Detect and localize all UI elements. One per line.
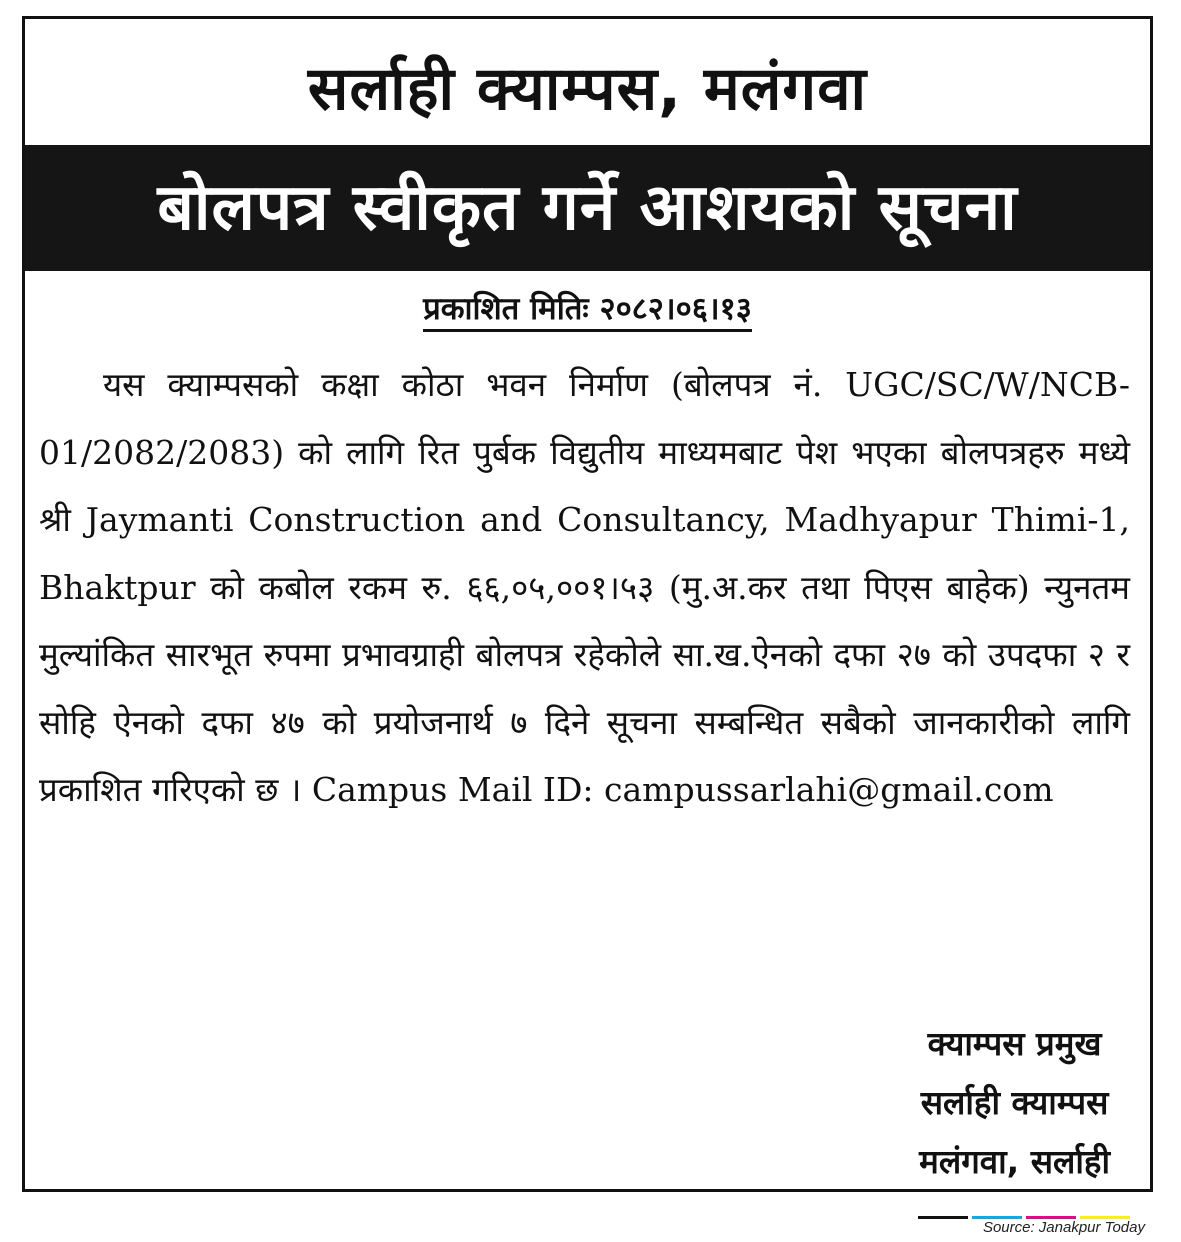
notice-body: यस क्याम्पसको कक्षा कोठा भवन निर्माण (बोलपत्र नं. UGC/SC/W/NCB-01/2082/2083) को लागि रित पुर्बक विद्युतीय माध्यमबाट पेश भएका बोलपत्रहरु मध्ये श्री Jaymanti Construction and Consultancy, Madhyapur Thimi-1, Bhaktpur को कबोल रकम रु. ६६,०५,००१।५३ (मु.अ.कर तथा पिएस बाहेक) न्युनतम मुल्यांकित सारभूत रुपमा प्रभावग्राही बोलपत्र रहेकोले सा.ख.ऐनको दफा २७ को उपदफा २ र सोहि ऐनको दफा ४७ को प्रयोजनार्थ ७ दिने सूचना सम्बन्धित सबैको जानकारीको लागि प्रकाशित गरिएको छ । Campus Mail ID: campussarlahi@gmail.com — [39, 365, 1130, 809]
signature-designation: क्याम्पस प्रमुख — [927, 1024, 1102, 1063]
published-date — [25, 287, 1150, 331]
signature-organization: सर्लाही क्याम्पस — [920, 1083, 1109, 1122]
campus-title: सर्लाही क्याम्पस, मलंगवा — [307, 54, 868, 124]
color-strip-black — [918, 1216, 968, 1219]
published-date-text: प्रकाशित मितिः २०८२।०६।१३ — [423, 291, 752, 332]
notice-frame — [22, 16, 1153, 1192]
source-credit: Source: Janakpur Today — [982, 1219, 1145, 1236]
source-bar — [0, 1198, 1181, 1242]
signature-location: मलंगवा, सर्लाही — [919, 1142, 1110, 1181]
signature-block — [919, 1014, 1110, 1191]
notice-banner: बोलपत्र स्वीकृत गर्ने आशयको सूचना — [25, 145, 1150, 271]
